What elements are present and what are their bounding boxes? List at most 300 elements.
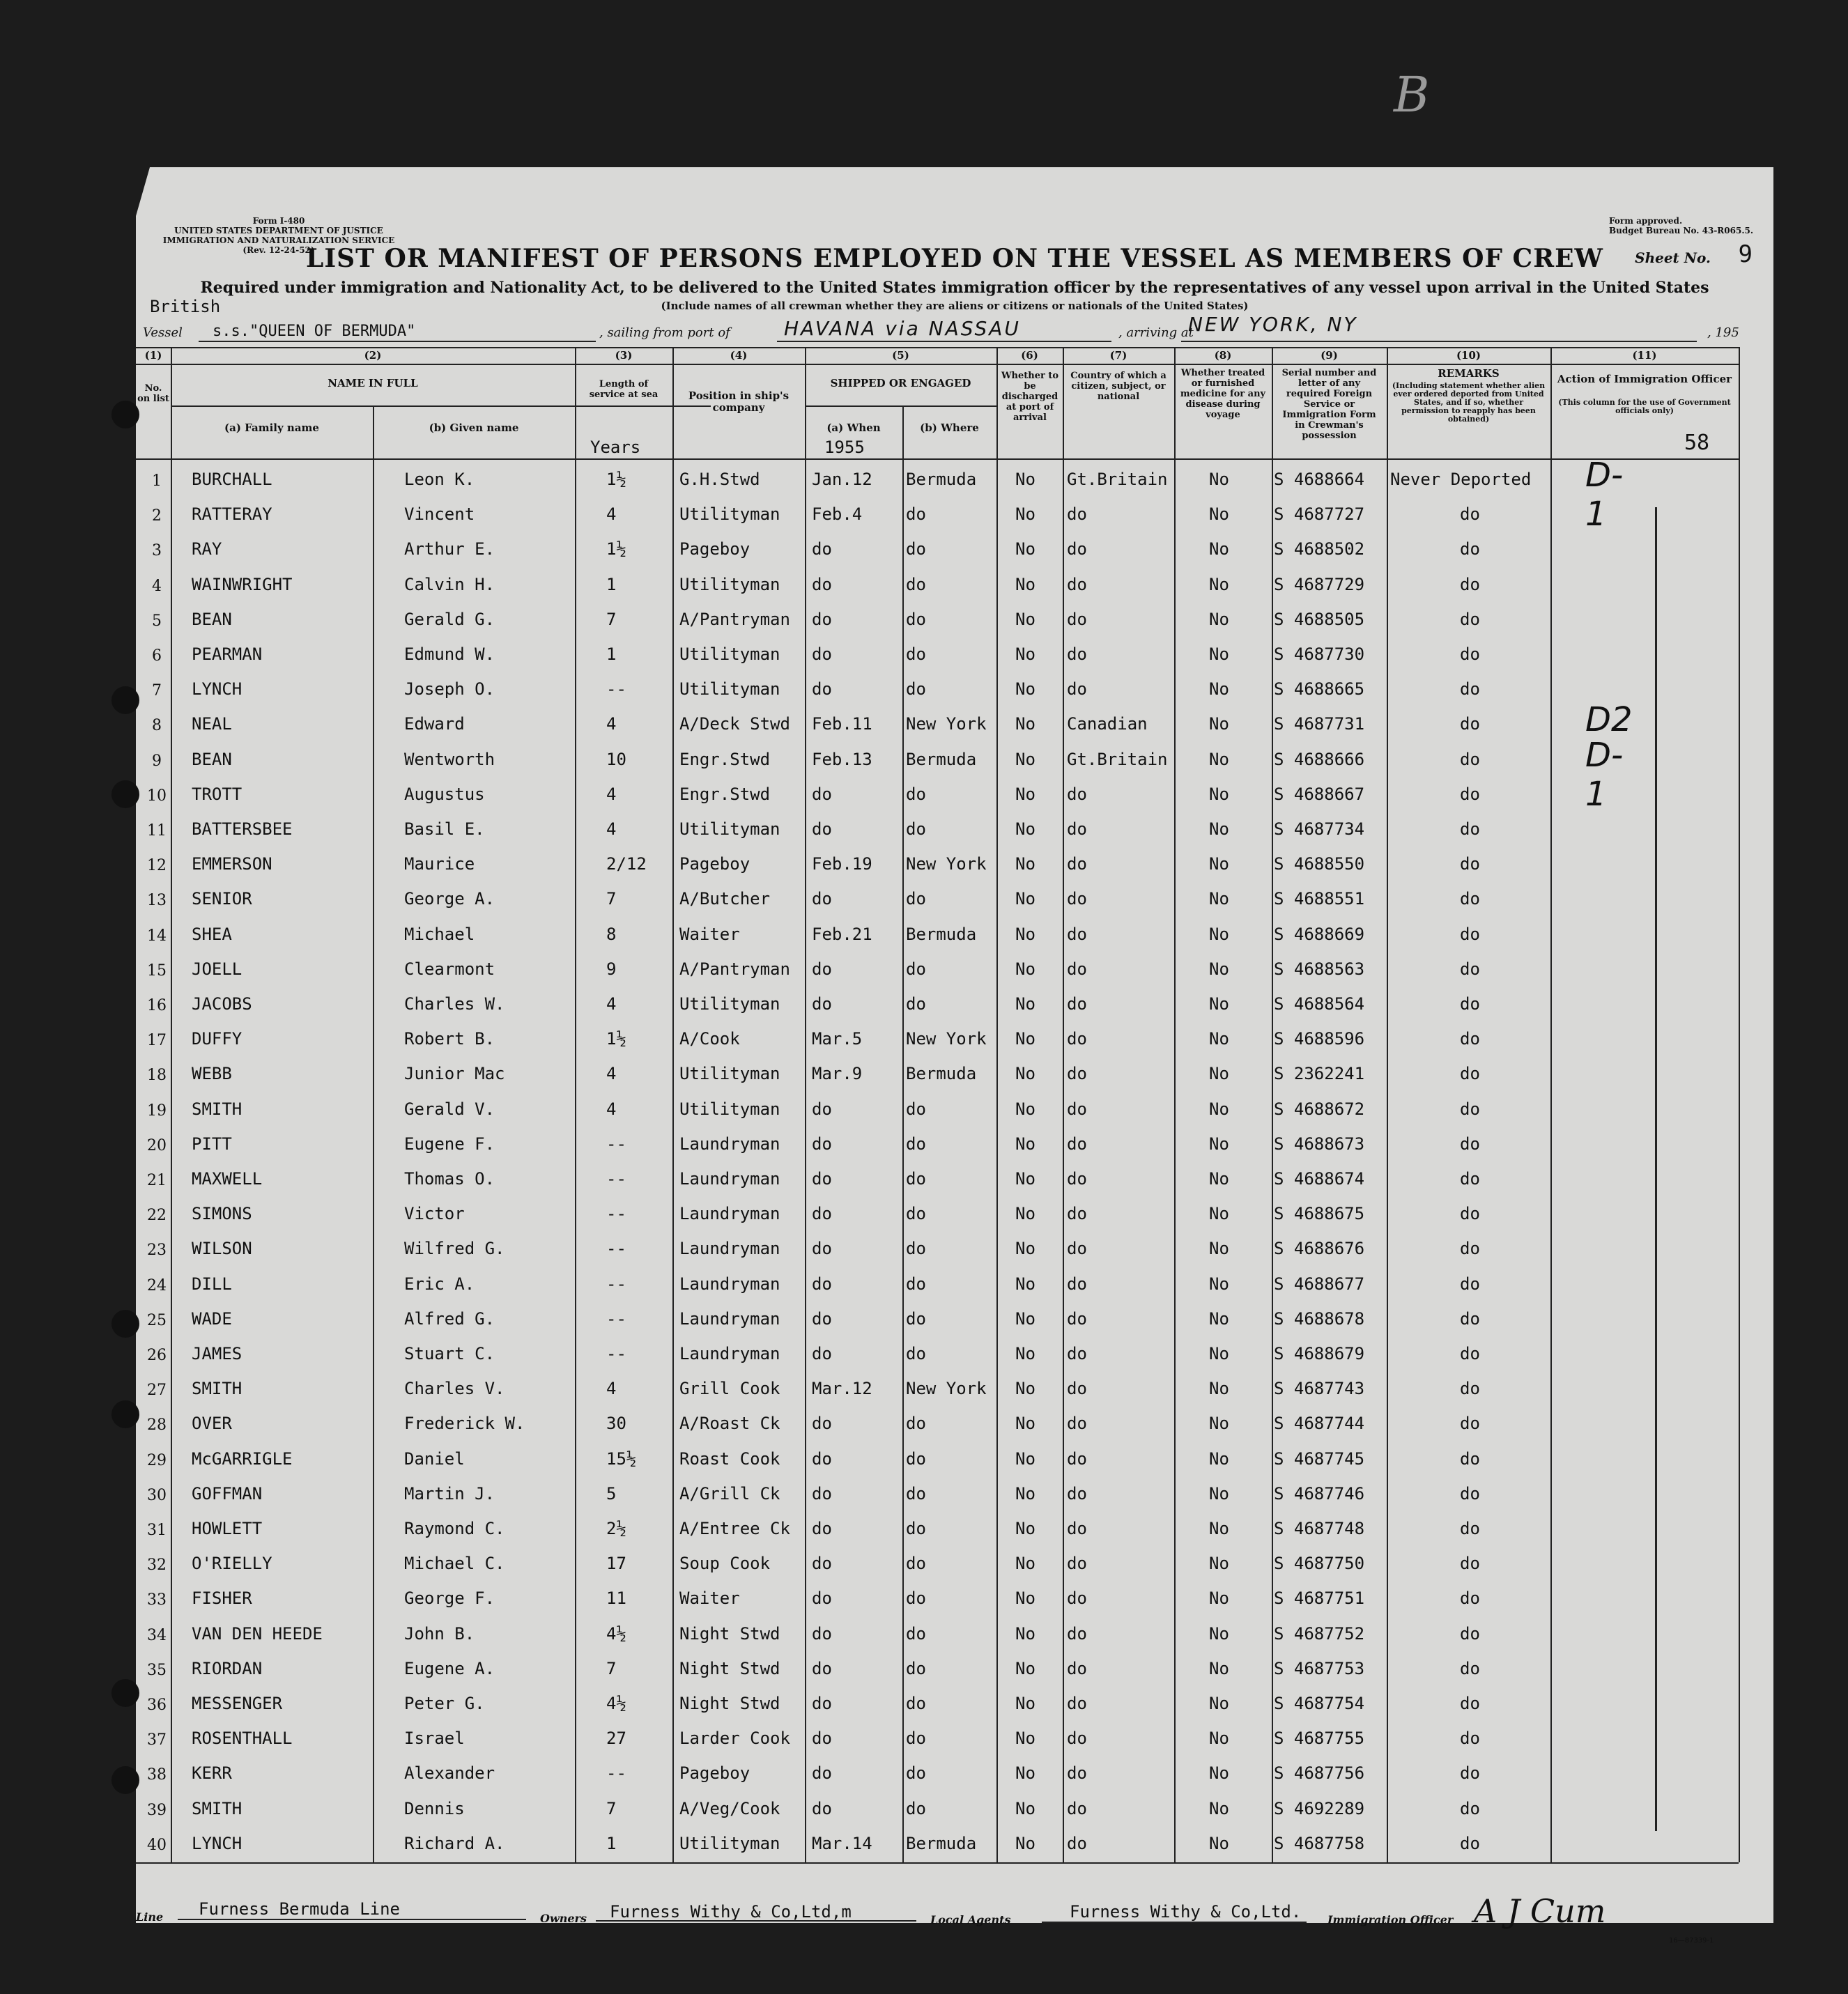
country: do — [1067, 1134, 1087, 1154]
position: Roast Cook — [679, 1448, 780, 1469]
serial-number: S 4687754 — [1274, 1694, 1365, 1713]
serial-number: S 4687743 — [1274, 1379, 1365, 1399]
remarks: do — [1460, 1658, 1480, 1678]
discharge: No — [1015, 1658, 1035, 1678]
remarks: do — [1460, 1169, 1480, 1189]
country: do — [1067, 1833, 1087, 1853]
row-number: 36 — [147, 1697, 167, 1714]
service-length: -- — [606, 1134, 626, 1154]
country: do — [1067, 1798, 1087, 1818]
remarks: do — [1460, 1763, 1480, 1784]
col1-header: No. on list — [137, 383, 169, 404]
discharge: No — [1015, 889, 1035, 909]
service-length: -- — [606, 1169, 626, 1189]
owners-underline — [596, 1920, 916, 1922]
col-divider-7 — [1174, 347, 1176, 1862]
shipped-when: do — [812, 1729, 832, 1749]
given-name: Richard A. — [404, 1833, 505, 1853]
line-value: Furness Bermuda Line — [199, 1899, 400, 1919]
position: A/Roast Ck — [679, 1414, 780, 1434]
discharge: No — [1015, 1483, 1035, 1504]
serial-number: S 4688679 — [1274, 1344, 1365, 1363]
serial-number: S 4687758 — [1274, 1833, 1365, 1853]
treated: No — [1209, 1763, 1229, 1784]
shipped-where: do — [906, 1483, 926, 1504]
country: do — [1067, 1729, 1087, 1749]
col2-number: (2) — [364, 349, 382, 362]
remarks: do — [1460, 1029, 1480, 1049]
position: Utilityman — [679, 679, 780, 700]
col-divider-8 — [1272, 347, 1273, 1862]
col7-number: (7) — [1109, 349, 1127, 362]
remarks: do — [1460, 819, 1480, 839]
form-revision: (Rev. 12-24-52) — [242, 245, 315, 255]
col6-header: Whether to be discharged at port of arrival — [1001, 371, 1059, 423]
shipped-where: do — [906, 574, 926, 594]
service-length: 4½ — [606, 1623, 626, 1644]
shipped-when: do — [812, 1169, 832, 1189]
treated: No — [1209, 1694, 1229, 1713]
treated: No — [1209, 1099, 1229, 1119]
service-length: -- — [606, 1274, 626, 1294]
shipped-where: do — [906, 679, 926, 700]
officer-signature: A J Cum — [1474, 1892, 1606, 1930]
position: A/Butcher — [679, 889, 771, 909]
country: do — [1067, 1064, 1087, 1084]
table-bottom-border — [136, 1862, 1739, 1864]
treated: No — [1209, 470, 1229, 489]
country: do — [1067, 959, 1087, 979]
position: Utilityman — [679, 644, 780, 664]
treated: No — [1209, 644, 1229, 664]
treated: No — [1209, 1483, 1229, 1504]
officer-action: D-1 — [1585, 735, 1624, 814]
treated: No — [1209, 1519, 1229, 1538]
row-number: 37 — [147, 1731, 167, 1749]
serial-number: S 4688672 — [1274, 1099, 1365, 1119]
given-name: Frederick W. — [404, 1414, 525, 1434]
family-name: JOELL — [192, 959, 242, 979]
remarks: do — [1460, 994, 1480, 1014]
row-number: 38 — [147, 1766, 167, 1784]
row-number: 17 — [147, 1032, 167, 1050]
position: Grill Cook — [679, 1379, 780, 1399]
arriving-label: , arriving at — [1118, 325, 1194, 340]
family-name: DUFFY — [192, 1029, 242, 1049]
row-number: 19 — [147, 1102, 167, 1120]
row-number: 3 — [152, 542, 162, 560]
shipped-when: Mar.12 — [812, 1379, 872, 1399]
given-name: Martin J. — [404, 1483, 495, 1504]
shipped-when: do — [812, 1308, 832, 1329]
serial-number: S 4687750 — [1274, 1554, 1365, 1574]
col-divider-5 — [996, 347, 998, 1862]
treated: No — [1209, 504, 1229, 525]
family-name: LYNCH — [192, 1833, 242, 1853]
treated: No — [1209, 1414, 1229, 1434]
remarks: do — [1460, 1308, 1480, 1329]
given-name: Joseph O. — [404, 679, 495, 700]
serial-number: S 4688596 — [1274, 1029, 1365, 1049]
given-name: John B. — [404, 1623, 475, 1644]
shipped-when: do — [812, 1483, 832, 1504]
punch-hole — [111, 686, 139, 714]
service-length: 4 — [606, 714, 617, 734]
family-name: SHEA — [192, 924, 232, 944]
discharge: No — [1015, 1169, 1035, 1189]
service-length: -- — [606, 1239, 626, 1259]
treated: No — [1209, 1798, 1229, 1818]
discharge: No — [1015, 749, 1035, 769]
shipped-when: do — [812, 1204, 832, 1224]
discharge: No — [1015, 574, 1035, 594]
position: Pageboy — [679, 1763, 750, 1784]
treated: No — [1209, 784, 1229, 804]
remarks: do — [1460, 1833, 1480, 1853]
shipped-when: do — [812, 1344, 832, 1363]
col7-header: Country of which a citizen, subject, or national — [1070, 371, 1166, 402]
position: Utilityman — [679, 504, 780, 525]
country: do — [1067, 1623, 1087, 1644]
given-name: Maurice — [404, 854, 475, 874]
shipped-when: do — [812, 1274, 832, 1294]
family-name: SMITH — [192, 1379, 242, 1399]
given-name: George F. — [404, 1589, 495, 1609]
given-name: Victor — [404, 1204, 465, 1224]
service-length: 7 — [606, 1658, 617, 1678]
row-number: 32 — [147, 1556, 167, 1575]
position: Laundryman — [679, 1308, 780, 1329]
agents-value: Furness Withy & Co,Ltd. — [1070, 1902, 1302, 1922]
remarks: do — [1460, 924, 1480, 944]
discharge: No — [1015, 1833, 1035, 1853]
remarks: do — [1460, 1589, 1480, 1609]
country: do — [1067, 539, 1087, 559]
serial-number: S 4687753 — [1274, 1658, 1365, 1678]
remarks: do — [1460, 1099, 1480, 1119]
serial-number: S 4687731 — [1274, 714, 1365, 734]
owners-label: Owners — [540, 1912, 587, 1925]
discharge: No — [1015, 1589, 1035, 1609]
shipped-where: do — [906, 1239, 926, 1259]
punch-hole — [111, 1310, 139, 1338]
shipped-where: do — [906, 1169, 926, 1189]
country: do — [1067, 854, 1087, 874]
family-name: RIORDAN — [192, 1658, 263, 1678]
shipped-when: do — [812, 784, 832, 804]
remarks: do — [1460, 1064, 1480, 1084]
discharge: No — [1015, 504, 1035, 525]
vessel-name: s.s."QUEEN OF BERMUDA" — [213, 323, 416, 340]
service-length: 7 — [606, 609, 617, 629]
service-length: 8 — [606, 924, 617, 944]
sailing-label: , sailing from port of — [599, 325, 730, 340]
given-name: Dennis — [404, 1798, 465, 1818]
row-number: 10 — [147, 787, 167, 805]
shipped-where: Bermuda — [906, 749, 977, 769]
action-bracket-line — [1655, 507, 1657, 1831]
remarks: do — [1460, 1274, 1480, 1294]
shipped-where: do — [906, 504, 926, 525]
sailing-underline — [777, 341, 1111, 342]
shipped-when: do — [812, 1099, 832, 1119]
family-name: TROTT — [192, 784, 242, 804]
serial-number: S 4688505 — [1274, 609, 1365, 629]
col5b-header: (b) Where — [920, 422, 979, 434]
row-number: 22 — [147, 1207, 167, 1225]
discharge: No — [1015, 1379, 1035, 1399]
position: G.H.Stwd — [679, 470, 760, 489]
country: do — [1067, 1554, 1087, 1574]
discharge: No — [1015, 994, 1035, 1014]
shipped-where: do — [906, 1099, 926, 1119]
service-length: 5 — [606, 1483, 617, 1504]
serial-number: S 4687727 — [1274, 504, 1365, 525]
shipped-when: do — [812, 1554, 832, 1574]
shipped-when: Mar.9 — [812, 1064, 863, 1084]
given-name: Leon K. — [404, 470, 475, 489]
given-name: Charles V. — [404, 1379, 505, 1399]
shipped-where: do — [906, 1448, 926, 1469]
treated: No — [1209, 1554, 1229, 1574]
position: A/Entree Ck — [679, 1519, 790, 1538]
serial-number: S 4687734 — [1274, 819, 1365, 839]
remarks: do — [1460, 784, 1480, 804]
shipped-where: do — [906, 1519, 926, 1538]
country: do — [1067, 504, 1087, 525]
family-name: MAXWELL — [192, 1169, 263, 1189]
remarks: do — [1460, 1554, 1480, 1574]
country: do — [1067, 609, 1087, 629]
treated: No — [1209, 1729, 1229, 1749]
row-number: 9 — [152, 752, 162, 770]
treated: No — [1209, 1064, 1229, 1084]
country: Canadian — [1067, 714, 1148, 734]
treated: No — [1209, 959, 1229, 979]
shipped-where: do — [906, 1694, 926, 1713]
shipped-where: do — [906, 819, 926, 839]
treated: No — [1209, 1589, 1229, 1609]
col8-number: (8) — [1214, 349, 1232, 362]
print-code: 16—87339-1 — [1669, 1937, 1714, 1945]
given-name: Alfred G. — [404, 1308, 495, 1329]
row-number: 4 — [152, 577, 162, 595]
discharge: No — [1015, 784, 1035, 804]
treated: No — [1209, 819, 1229, 839]
position: A/Pantryman — [679, 609, 790, 629]
document-subtitle: Required under immigration and Nationality Act, to be delivered to the United States immigration officer by the representatives of any vessel upon arrival in the United States — [200, 279, 1709, 297]
remarks: do — [1460, 1798, 1480, 1818]
treated: No — [1209, 1448, 1229, 1469]
position: Laundryman — [679, 1344, 780, 1363]
serial-number: S 4688669 — [1274, 924, 1365, 944]
given-name: Basil E. — [404, 819, 485, 839]
shipped-where: do — [906, 539, 926, 559]
shipped-when: do — [812, 1763, 832, 1784]
discharge: No — [1015, 1414, 1035, 1434]
discharge: No — [1015, 1204, 1035, 1224]
remarks: do — [1460, 1379, 1480, 1399]
shipped-when: do — [812, 539, 832, 559]
shipped-when: do — [812, 1694, 832, 1713]
name-subheader-rule — [171, 405, 711, 407]
shipped-when: do — [812, 1519, 832, 1538]
shipped-where: do — [906, 959, 926, 979]
row-number: 7 — [152, 682, 162, 700]
service-length: 4 — [606, 504, 617, 525]
treated: No — [1209, 889, 1229, 909]
treated: No — [1209, 1274, 1229, 1294]
serial-number: S 4688563 — [1274, 959, 1365, 979]
treated: No — [1209, 1623, 1229, 1644]
treated: No — [1209, 609, 1229, 629]
arriving-underline — [1181, 341, 1697, 342]
discharge: No — [1015, 644, 1035, 664]
row-number: 40 — [147, 1836, 167, 1854]
treated: No — [1209, 1344, 1229, 1363]
discharge: No — [1015, 1308, 1035, 1329]
shipped-when: do — [812, 819, 832, 839]
discharge: No — [1015, 1519, 1035, 1538]
shipped-where: do — [906, 644, 926, 664]
col-divider-2ab — [373, 405, 374, 1862]
serial-number: S 4688502 — [1274, 539, 1365, 559]
discharge: No — [1015, 1239, 1035, 1259]
service-length: -- — [606, 679, 626, 700]
remarks: do — [1460, 749, 1480, 769]
serial-number: S 4687745 — [1274, 1448, 1365, 1469]
position: Night Stwd — [679, 1623, 780, 1644]
row-number: 24 — [147, 1276, 167, 1294]
service-length: 4 — [606, 1379, 617, 1399]
serial-number: S 2362241 — [1274, 1064, 1365, 1084]
family-name: SIMONS — [192, 1204, 252, 1224]
position: A/Veg/Cook — [679, 1798, 780, 1818]
shipped-where: do — [906, 1623, 926, 1644]
row-number: 8 — [152, 717, 162, 735]
family-name: McGARRIGLE — [192, 1448, 293, 1469]
remarks: do — [1460, 504, 1480, 525]
remarks: do — [1460, 1204, 1480, 1224]
vessel-line — [143, 313, 1766, 345]
position: A/Deck Stwd — [679, 714, 790, 734]
position: Laundryman — [679, 1239, 780, 1259]
col11-note: (This column for the use of Government officials only) — [1558, 398, 1731, 415]
treated: No — [1209, 1239, 1229, 1259]
shipped-when: do — [812, 1589, 832, 1609]
form-header-right — [1609, 216, 1762, 235]
treated: No — [1209, 1658, 1229, 1678]
remarks: do — [1460, 539, 1480, 559]
service-length: 4 — [606, 994, 617, 1014]
position: A/Pantryman — [679, 959, 790, 979]
treated: No — [1209, 1308, 1229, 1329]
shipped-when: do — [812, 1239, 832, 1259]
service-length: 1 — [606, 574, 617, 594]
serial-number: S 4688674 — [1274, 1169, 1365, 1189]
line-underline — [178, 1919, 526, 1920]
col-divider-2 — [575, 347, 576, 1862]
remarks: do — [1460, 1239, 1480, 1259]
family-name: O'RIELLY — [192, 1554, 272, 1574]
country: Gt.Britain — [1067, 749, 1168, 769]
col2-header: NAME IN FULL — [328, 377, 418, 389]
punch-hole — [111, 401, 139, 428]
serial-number: S 4687729 — [1274, 574, 1365, 594]
position: Larder Cook — [679, 1729, 790, 1749]
family-name: BEAN — [192, 749, 232, 769]
service-length: 15½ — [606, 1448, 637, 1469]
row-number: 25 — [147, 1311, 167, 1329]
given-name: Thomas O. — [404, 1169, 495, 1189]
given-name: Augustus — [404, 784, 485, 804]
row-number: 31 — [147, 1522, 167, 1539]
discharge: No — [1015, 1763, 1035, 1784]
shipped-where: do — [906, 1729, 926, 1749]
given-name: Vincent — [404, 504, 475, 525]
service-length: 7 — [606, 1798, 617, 1818]
col2a-header: (a) Family name — [224, 422, 319, 434]
col5-number: (5) — [892, 349, 909, 362]
row-number: 23 — [147, 1242, 167, 1260]
given-name: Arthur E. — [404, 539, 495, 559]
shipped-where: do — [906, 1589, 926, 1609]
shipped-when: do — [812, 644, 832, 664]
family-name: OVER — [192, 1414, 232, 1434]
family-name: GOFFMAN — [192, 1483, 263, 1504]
remarks: do — [1460, 574, 1480, 594]
shipped-when: do — [812, 959, 832, 979]
service-length: 10 — [606, 749, 626, 769]
serial-number: S 4687748 — [1274, 1519, 1365, 1538]
shipped-where: do — [906, 1658, 926, 1678]
country: do — [1067, 1169, 1087, 1189]
document-subnote: (Include names of all crewman whether they are aliens or citizens or nationals of the United States) — [661, 300, 1249, 312]
shipped-where: New York — [906, 1029, 987, 1049]
col-divider-4 — [805, 347, 806, 1862]
family-name: SENIOR — [192, 889, 252, 909]
family-name: WILSON — [192, 1239, 252, 1259]
shipped-when: Mar.5 — [812, 1029, 863, 1049]
family-name: SMITH — [192, 1798, 242, 1818]
col-divider-9 — [1387, 347, 1388, 1862]
serial-number: S 4687755 — [1274, 1729, 1365, 1749]
remarks: do — [1460, 1623, 1480, 1644]
serial-number: S 4688667 — [1274, 784, 1365, 804]
country: do — [1067, 924, 1087, 944]
col3-number: (3) — [615, 349, 633, 362]
family-name: WADE — [192, 1308, 232, 1329]
row-number: 21 — [147, 1172, 167, 1189]
shipped-where: do — [906, 784, 926, 804]
remarks: do — [1460, 1694, 1480, 1713]
country: do — [1067, 1379, 1087, 1399]
service-length: 17 — [606, 1554, 626, 1574]
service-length: -- — [606, 1204, 626, 1224]
shipped-where: do — [906, 1308, 926, 1329]
discharge: No — [1015, 679, 1035, 700]
service-length: -- — [606, 1308, 626, 1329]
col6-number: (6) — [1021, 349, 1038, 362]
shipped-where: do — [906, 1554, 926, 1574]
remarks: Never Deported — [1390, 470, 1532, 489]
discharge: No — [1015, 1729, 1035, 1749]
col-divider-3 — [672, 347, 674, 1862]
given-name: Gerald V. — [404, 1099, 495, 1119]
col2b-header: (b) Given name — [429, 422, 519, 434]
service-length: 1 — [606, 644, 617, 664]
country: do — [1067, 574, 1087, 594]
